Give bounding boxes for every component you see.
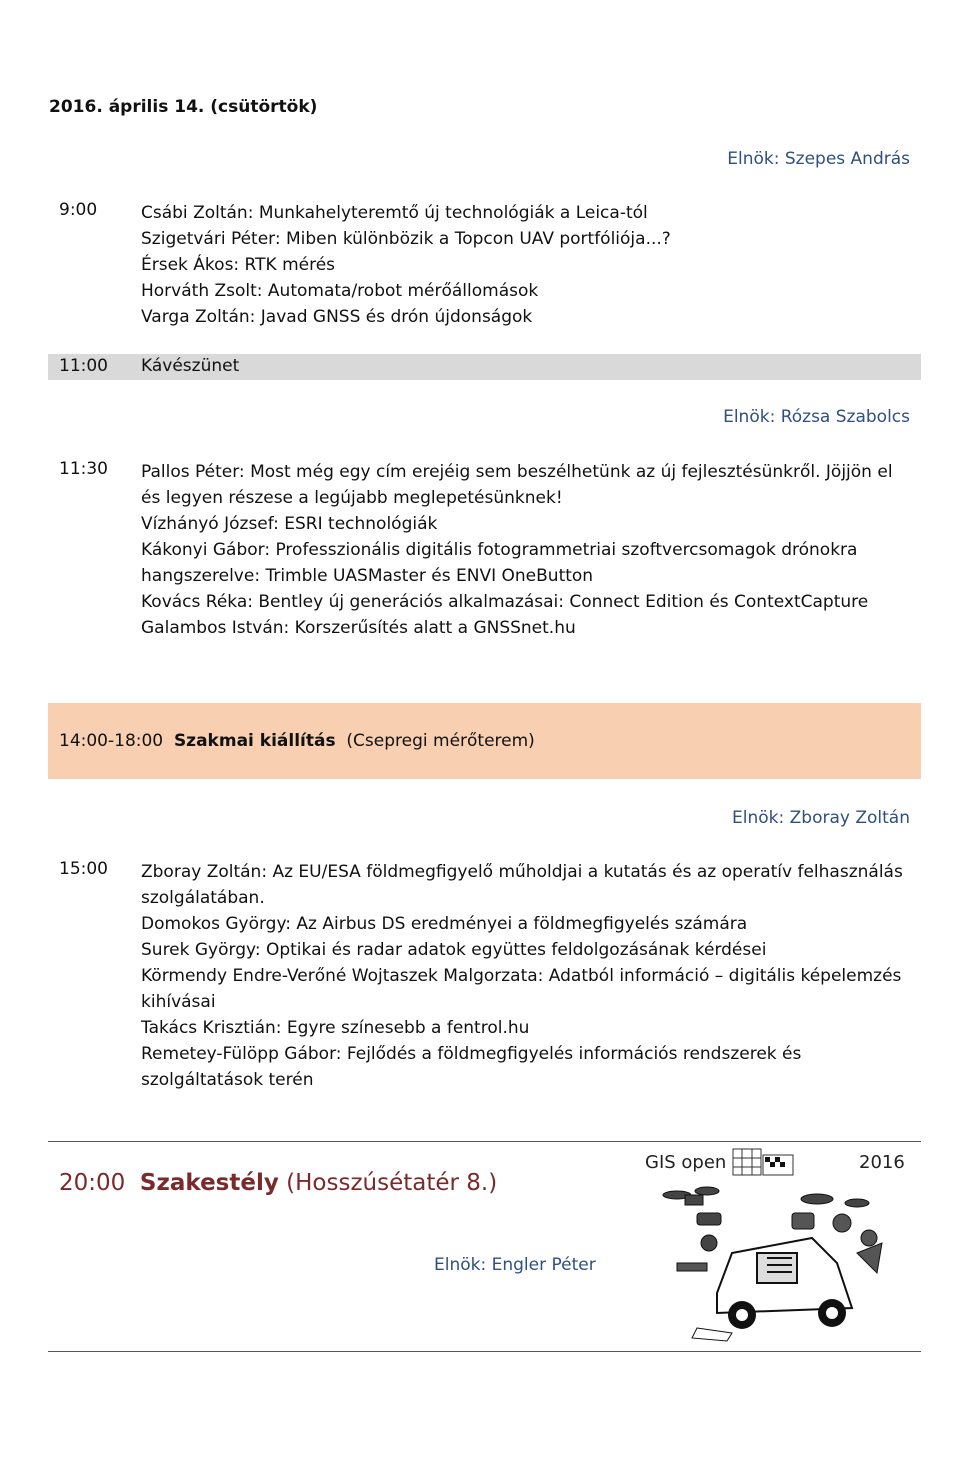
talk: Takács Krisztián: Egyre színesebb a fentrol.hu <box>141 1018 530 1038</box>
talk: Érsek Ákos: RTK mérés <box>141 255 336 275</box>
dinner-row <box>59 1170 497 1196</box>
session3-time: 15:00 <box>59 859 108 879</box>
session1-chair: Elnök: Szepes András <box>727 149 910 169</box>
talk: Vízhányó József: ESRI technológiák <box>141 514 438 534</box>
session1-time: 9:00 <box>59 200 98 220</box>
talk: Horváth Zsolt: Automata/robot mérőállomások <box>141 281 539 301</box>
talk: Varga Zoltán: Javad GNSS és drón újdonságok <box>141 307 533 327</box>
break-time: 11:00 <box>59 356 108 376</box>
page-date: 2016. április 14. (csütörtök) <box>49 97 318 117</box>
gis-open-logo-drawing <box>637 1143 905 1348</box>
session2-chair: Elnök: Rózsa Szabolcs <box>723 407 910 427</box>
logo-name: GIS open <box>645 1152 727 1173</box>
talk: Galambos István: Korszerűsítés alatt a GNSSnet.hu <box>141 618 576 638</box>
session2-time: 11:30 <box>59 459 108 479</box>
exhibition-time: 14:00-18:00 <box>59 731 164 751</box>
talk: Körmendy Endre-Verőné Wojtaszek Malgorzata: Adatból információ – digitális képelemzés kihívásai <box>141 966 902 1012</box>
exhibition-row <box>59 731 535 751</box>
dinner-location: (Hosszúsétatér 8.) <box>286 1170 498 1196</box>
session2-talks <box>141 459 911 641</box>
divider-bottom <box>48 1351 921 1352</box>
dinner-time: 20:00 <box>59 1170 126 1196</box>
divider-top <box>48 1141 921 1142</box>
talk: Szigetvári Péter: Miben különbözik a Topcon UAV portfóliója...? <box>141 229 671 249</box>
talk: Kákonyi Gábor: Professzionális digitális fotogrammetriai szoftvercsomagok drónokra hangszerelve: Trimble UASMaster és ENVI OneButton <box>141 540 858 586</box>
logo-year: 2016 <box>859 1152 905 1173</box>
exhibition-location: (Csepregi mérőterem) <box>346 731 535 751</box>
talk: Surek György: Optikai és radar adatok együttes feldolgozásának kérdései <box>141 940 767 960</box>
talk: Pallos Péter: Most még egy cím erejéig sem beszélhetünk az új fejlesztésünkről. Jöjjön el és legyen részese a legújabb meglepetésünknek! <box>141 462 893 508</box>
talk: Csábi Zoltán: Munkahelyteremtő új technológiák a Leica-tól <box>141 203 648 223</box>
session3-chair: Elnök: Zboray Zoltán <box>732 808 910 828</box>
dinner-chair: Elnök: Engler Péter <box>434 1255 596 1275</box>
dinner-title: Szakestély <box>139 1170 279 1196</box>
gis-open-logo <box>637 1143 905 1348</box>
exhibition-title: Szakmai kiállítás <box>173 731 336 751</box>
talk: Zboray Zoltán: Az EU/ESA földmegfigyelő műholdjai a kutatás és az operatív felhasználás szolgálatában. <box>141 862 903 908</box>
talk: Remetey-Fülöpp Gábor: Fejlődés a földmegfigyelés információs rendszerek és szolgáltatások terén <box>141 1044 802 1090</box>
talk: Domokos György: Az Airbus DS eredményei a földmegfigyelés számára <box>141 914 748 934</box>
session3-talks <box>141 859 911 1093</box>
session1-talks <box>141 200 911 330</box>
talk: Kovács Réka: Bentley új generációs alkalmazásai: Connect Edition és ContextCapture <box>141 592 869 612</box>
break-label: Kávészünet <box>141 356 240 376</box>
